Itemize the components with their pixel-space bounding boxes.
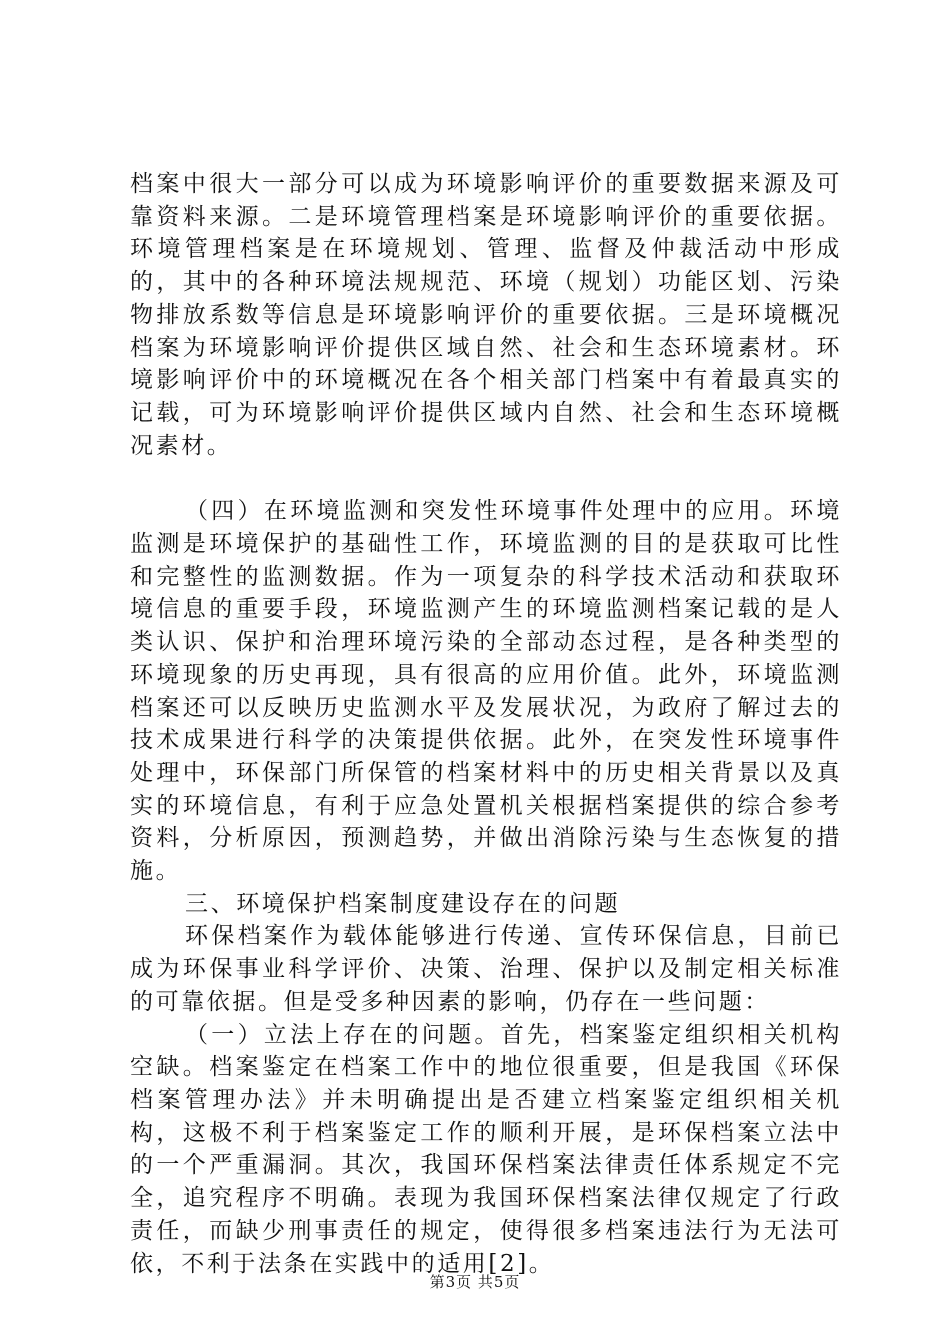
- paragraph-eia-archives: 档案中很大一部分可以成为环境影响评价的重要数据来源及可靠资料来源。二是环境管理档案是环境影响评价的重要依据。环境管理档案是在环境规划、管理、监督及仲裁活动中形成的，其中的各种环境法规规范、环境（规划）功能区划、污染物排放系数等信息是环境影响评价的重要依据。三是环境概况档案为环境影响评价提供区域自然、社会和生态环境素材。环境影响评价中的环境概况在各个相关部门档案中有着最真实的记载，可为环境影响评价提供区域内自然、社会和生态环境概况素材。: [130, 171, 842, 459]
- document-body: [130, 168, 842, 1280]
- paragraph-problems-intro: 环保档案作为载体能够进行传递、宣传环保信息，目前已成为环保事业科学评价、决策、治理、保护以及制定相关标准的可靠依据。但是受多种因素的影响，仍存在一些问题：: [130, 923, 842, 1015]
- paragraph-legislation-problems: （一）立法上存在的问题。首先，档案鉴定组织相关机构空缺。档案鉴定在档案工作中的地位很重要，但是我国《环保档案管理办法》并未明确提出是否建立档案鉴定组织相关机构，这极不利于档案鉴定工作的顺利开展，是环保档案立法中的一个严重漏洞。其次，我国环保档案法律责任体系规定不完全，追究程序不明确。表现为我国环保档案法律仅规定了行政责任，而缺少刑事责任的规定，使得很多档案违法行为无法可依，不利于法条在实践中的适用[2]。: [130, 1021, 842, 1277]
- page-number-footer: 第3页 共5页: [429, 1273, 521, 1291]
- paragraph-monitoring-application: （四）在环境监测和突发性环境事件处理中的应用。环境监测是环境保护的基础性工作，环境监测的目的是获取可比性和完整性的监测数据。作为一项复杂的科学技术活动和获取环境信息的重要手段，环境监测产生的环境监测档案记载的是人类认识、保护和治理环境污染的全部动态过程，是各种类型的环境现象的历史再现，具有很高的应用价值。此外，环境监测档案还可以反映历史监测水平及发展状况，为政府了解过去的技术成果进行科学的决策提供依据。此外，在突发性环境事件处理中，环保部门所保管的档案材料中的历史相关背景以及真实的环境信息，有利于应急处置机关根据档案提供的综合参考资料，分析原因，预测趋势，并做出消除污染与生态恢复的措施。: [130, 498, 842, 885]
- section-heading-problems: 三、环境保护档案制度建设存在的问题: [185, 890, 621, 917]
